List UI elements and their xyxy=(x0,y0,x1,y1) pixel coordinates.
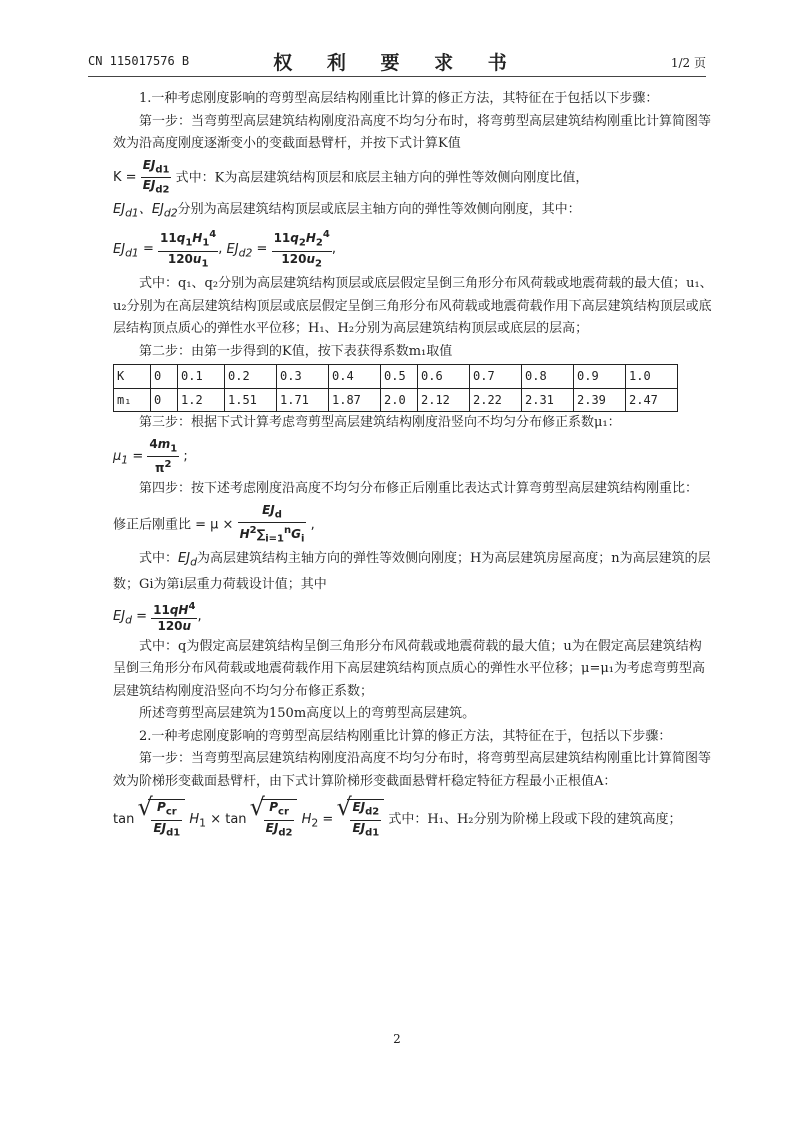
claim1-variables-2: 式中：$EJ_d$为高层建筑结构主轴方向的弹性等效侧向刚度；H为高层建筑房屋高度；n为高层建筑的层数；Gi为第i层重力荷载设计值；其中 xyxy=(113,551,711,593)
table-cell: 0.6 xyxy=(418,365,470,389)
claim1-variables-3: 式中：q为假定高层建筑结构呈倒三角形分布风荷载或地震荷载的最大值；u为在假定高层建筑结构呈倒三角形分布风荷载或地震荷载作用下高层建筑结构顶点质心的弹性水平位移；μ=μ₁为考虑弯剪型高层建筑结构刚度沿竖向不均匀分布修正系数； xyxy=(113,638,706,699)
table-cell: 0.5 xyxy=(381,365,418,389)
table-cell: 0 xyxy=(151,365,178,389)
stability-equation: tan √ $\frac{P_{cr}}{EJ_{d1}}$ $H_1 \times \tan$ √ $\frac{P_{cr}}{EJ_{d2}}$ $H_2$ = √ $\frac{EJ_{d2}}{EJ_{d1}}$ 式中：H₁、H₂分别为阶梯上段或下段的建筑高度； xyxy=(113,799,713,840)
ej-definition xyxy=(113,199,713,225)
claim1-step1: 第一步：当弯剪型高层建筑结构刚度沿高度不均匀分布时，将弯剪型高层建筑结构刚重比计算简图等效为沿高度刚度逐渐变小的变截面悬臂杆，并按下式计算K值 xyxy=(113,113,712,151)
mu1-formula: $\mu_1$ = $\frac{4m_1}{\pi^2}$ ; xyxy=(113,436,188,476)
fraction-ej: $\frac{EJ_{d1}}{EJ_{d2}}$ xyxy=(142,157,170,196)
table-row-k xyxy=(114,365,678,389)
m1-coefficient-table xyxy=(113,364,678,412)
ej-formulas: $EJ_{d1}$ = $\frac{11q_1H_1^4}{120u_1}$ , $EJ_{d2}$ = $\frac{11q_2H_2^4}{120u_2}$ , xyxy=(113,229,336,270)
table-cell: 1.87 xyxy=(329,388,381,412)
ej-symbols: $EJ_{d1}$、$EJ_{d2}$ xyxy=(113,202,178,220)
table-cell: 2.39 xyxy=(574,388,626,412)
table-cell: 1.0 xyxy=(626,365,678,389)
table-cell: m₁ xyxy=(114,388,151,412)
table-cell: 2.22 xyxy=(470,388,522,412)
claim2-intro: 2.一种考虑刚度影响的弯剪型高层结构刚重比计算的修正方法，其特征在于，包括以下步骤： xyxy=(139,728,672,744)
stability-note: 式中：H₁、H₂分别为阶梯上段或下段的建筑高度； xyxy=(388,812,682,828)
ratio-formula: 修正后刚重比 = μ × $\frac{EJ_d}{H^2\sum_{i=1}^nG_i}$ , xyxy=(113,502,315,545)
k-definition: 式中：K为高层建筑结构顶层和底层主轴方向的弹性等效侧向刚度比值， xyxy=(175,169,589,185)
table-cell: K xyxy=(114,365,151,389)
claim1-closing: 所述弯剪型高层建筑为150m高度以上的弯剪型高层建筑。 xyxy=(139,706,476,722)
table-cell: 0.8 xyxy=(522,365,574,389)
ratio-label: 修正后刚重比 = μ × xyxy=(113,516,234,532)
claim1-step2: 第二步：由第一步得到的K值，按下表获得系数m₁取值 xyxy=(139,343,453,359)
k-formula: K = $\frac{EJ_{d1}}{EJ_{d2}}$ xyxy=(113,157,170,196)
claim1-intro: 1.一种考虑刚度影响的弯剪型高层结构刚重比计算的修正方法，其特征在于包括以下步骤： xyxy=(139,91,659,106)
claim2-step1: 第一步：当弯剪型高层建筑结构刚度沿高度不均匀分布时，将弯剪型高层建筑结构刚重比计算简图等效为阶梯形变截面悬臂杆，由下式计算阶梯形变截面悬臂杆稳定特征方程最小正根值A： xyxy=(113,751,712,789)
table-cell: 2.12 xyxy=(418,388,470,412)
table-cell: 1.71 xyxy=(277,388,329,412)
table-cell: 0.4 xyxy=(329,365,381,389)
variables-2-text: 为高层建筑结构主轴方向的弹性等效侧向刚度；H为高层建筑房屋高度；n为高层建筑的层数；Gi为第i层重力荷载设计值；其中 xyxy=(113,551,711,593)
document-title: 权 利 要 求 书 xyxy=(273,52,521,74)
ej-definition-text: 分别为高层建筑结构顶层或底层主轴方向的弹性等效侧向刚度，其中： xyxy=(177,202,581,218)
table-cell: 2.47 xyxy=(626,388,678,412)
table-cell: 0.9 xyxy=(574,365,626,389)
table-cell: 0.1 xyxy=(178,365,225,389)
header-divider xyxy=(88,76,706,77)
claims-body xyxy=(113,88,713,842)
claim1-step4: 第四步：按下述考虑刚度沿高度不均匀分布修正后刚重比表达式计算弯剪型高层建筑结构刚重比： xyxy=(139,481,699,497)
page-indicator: 1/2 页 xyxy=(670,56,706,70)
claim1-step3: 第三步：根据下式计算考虑弯剪型高层建筑结构刚度沿竖向不均匀分布修正系数μ₁： xyxy=(139,415,621,431)
page-number: 2 xyxy=(393,1032,401,1046)
table-cell: 0 xyxy=(151,388,178,412)
ejd-formula: $EJ_d$ = $\frac{11qH^4}{120u}$ , xyxy=(113,600,202,633)
table-row-m1 xyxy=(114,388,678,412)
patent-number: CN 115017576 B xyxy=(88,54,190,68)
table-cell: 2.0 xyxy=(381,388,418,412)
table-cell: 1.2 xyxy=(178,388,225,412)
table-cell: 0.7 xyxy=(470,365,522,389)
k-formula-line xyxy=(113,158,713,198)
table-cell: 0.3 xyxy=(277,365,329,389)
table-cell: 2.31 xyxy=(522,388,574,412)
table-cell: 0.2 xyxy=(225,365,277,389)
claim1-variables-1: 式中：q₁、q₂分别为高层建筑结构顶层或底层假定呈倒三角形分布风荷载或地震荷载的最大值；u₁、u₂分别为在高层建筑结构顶层或底层假定呈倒三角形分布风荷载或地震荷载作用下高层建筑结构顶层或底层结构顶点质心的弹性水平位移；H₁、H₂分别为高层建筑结构顶层或底层的层高； xyxy=(113,276,713,337)
table-cell: 1.51 xyxy=(225,388,277,412)
